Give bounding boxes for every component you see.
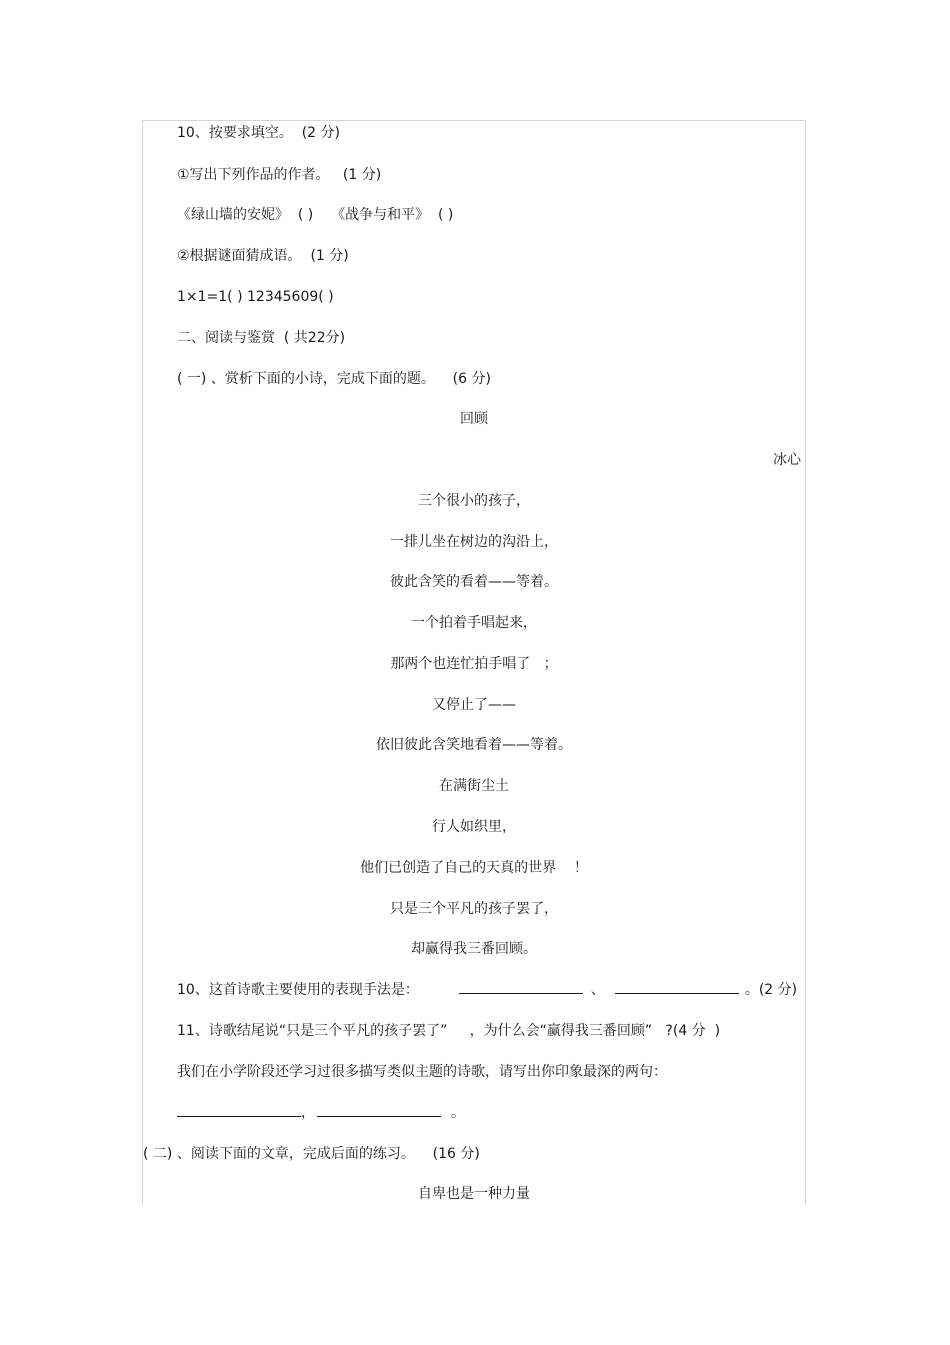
poem-line: 一排儿坐在树边的沟沿上，: [390, 534, 558, 550]
q10-sub1: ①写出下列作品的作者。 (1 分): [177, 167, 382, 183]
poem-line: 在满街尘土: [439, 778, 509, 794]
section2-title: 二、阅读与鉴赏 ( 共22分): [177, 330, 346, 346]
answer-line: [177, 1104, 465, 1122]
question-11: 11、诗歌结尾说“只是三个平凡的孩子罢了” ，为什么会“赢得我三番回顾” ?(4 分 ): [177, 1023, 721, 1039]
poem-line: 又停止了——: [432, 697, 516, 713]
q10-works: 《绿山墙的安妮》 ( ) 《战争与和平》 ( ): [177, 207, 454, 223]
q10-riddle: 1×1=1( ) 12345609( ): [177, 289, 334, 305]
answer-comma: ，: [301, 1105, 315, 1121]
question-extra: 我们在小学阶段还学习过很多描写类似主题的诗歌，请写出你印象最深的两句：: [177, 1064, 667, 1080]
q10-title: 10、按要求填空。 (2 分): [177, 125, 340, 141]
answer-blank[interactable]: [459, 981, 583, 994]
poem-title: 回顾: [460, 411, 488, 427]
answer-blank[interactable]: [177, 1104, 301, 1117]
article-title: 自卑也是一种力量: [418, 1186, 530, 1202]
part1-title: ( 一) 、赏析下面的小诗，完成下面的题。 (6 分): [177, 371, 491, 387]
poem-line: 那两个也连忙拍手唱了 ；: [390, 656, 558, 672]
poem-line: 彼此含笑的看着——等着。: [390, 574, 558, 590]
answer-blank[interactable]: [615, 981, 739, 994]
q10-sub2: ②根据谜面猜成语。 (1 分): [177, 248, 349, 264]
question-10-sep: 、: [590, 982, 605, 998]
answer-blank[interactable]: [317, 1104, 441, 1117]
poem-line: 他们已创造了自己的天真的世界 ！: [360, 860, 588, 876]
answer-period: 。: [451, 1105, 465, 1121]
poem-line: 行人如织里，: [432, 819, 516, 835]
part2-title: ( 二) 、阅读下面的文章，完成后面的练习。 (16 分): [143, 1146, 480, 1162]
question-10-label: 10、这首诗歌主要使用的表现手法是：: [177, 982, 419, 998]
poem-author: 冰心: [773, 452, 801, 468]
question-10: [177, 981, 797, 999]
poem-line: 三个很小的孩子，: [418, 493, 530, 509]
question-10-tail: 。(2 分): [744, 982, 798, 998]
poem-line: 却赢得我三番回顾。: [411, 941, 537, 957]
poem-line: 依旧彼此含笑地看着——等着。: [376, 737, 572, 753]
poem-line: 一个拍着手唱起来，: [411, 615, 537, 631]
poem-line: 只是三个平凡的孩子罢了，: [390, 901, 558, 917]
